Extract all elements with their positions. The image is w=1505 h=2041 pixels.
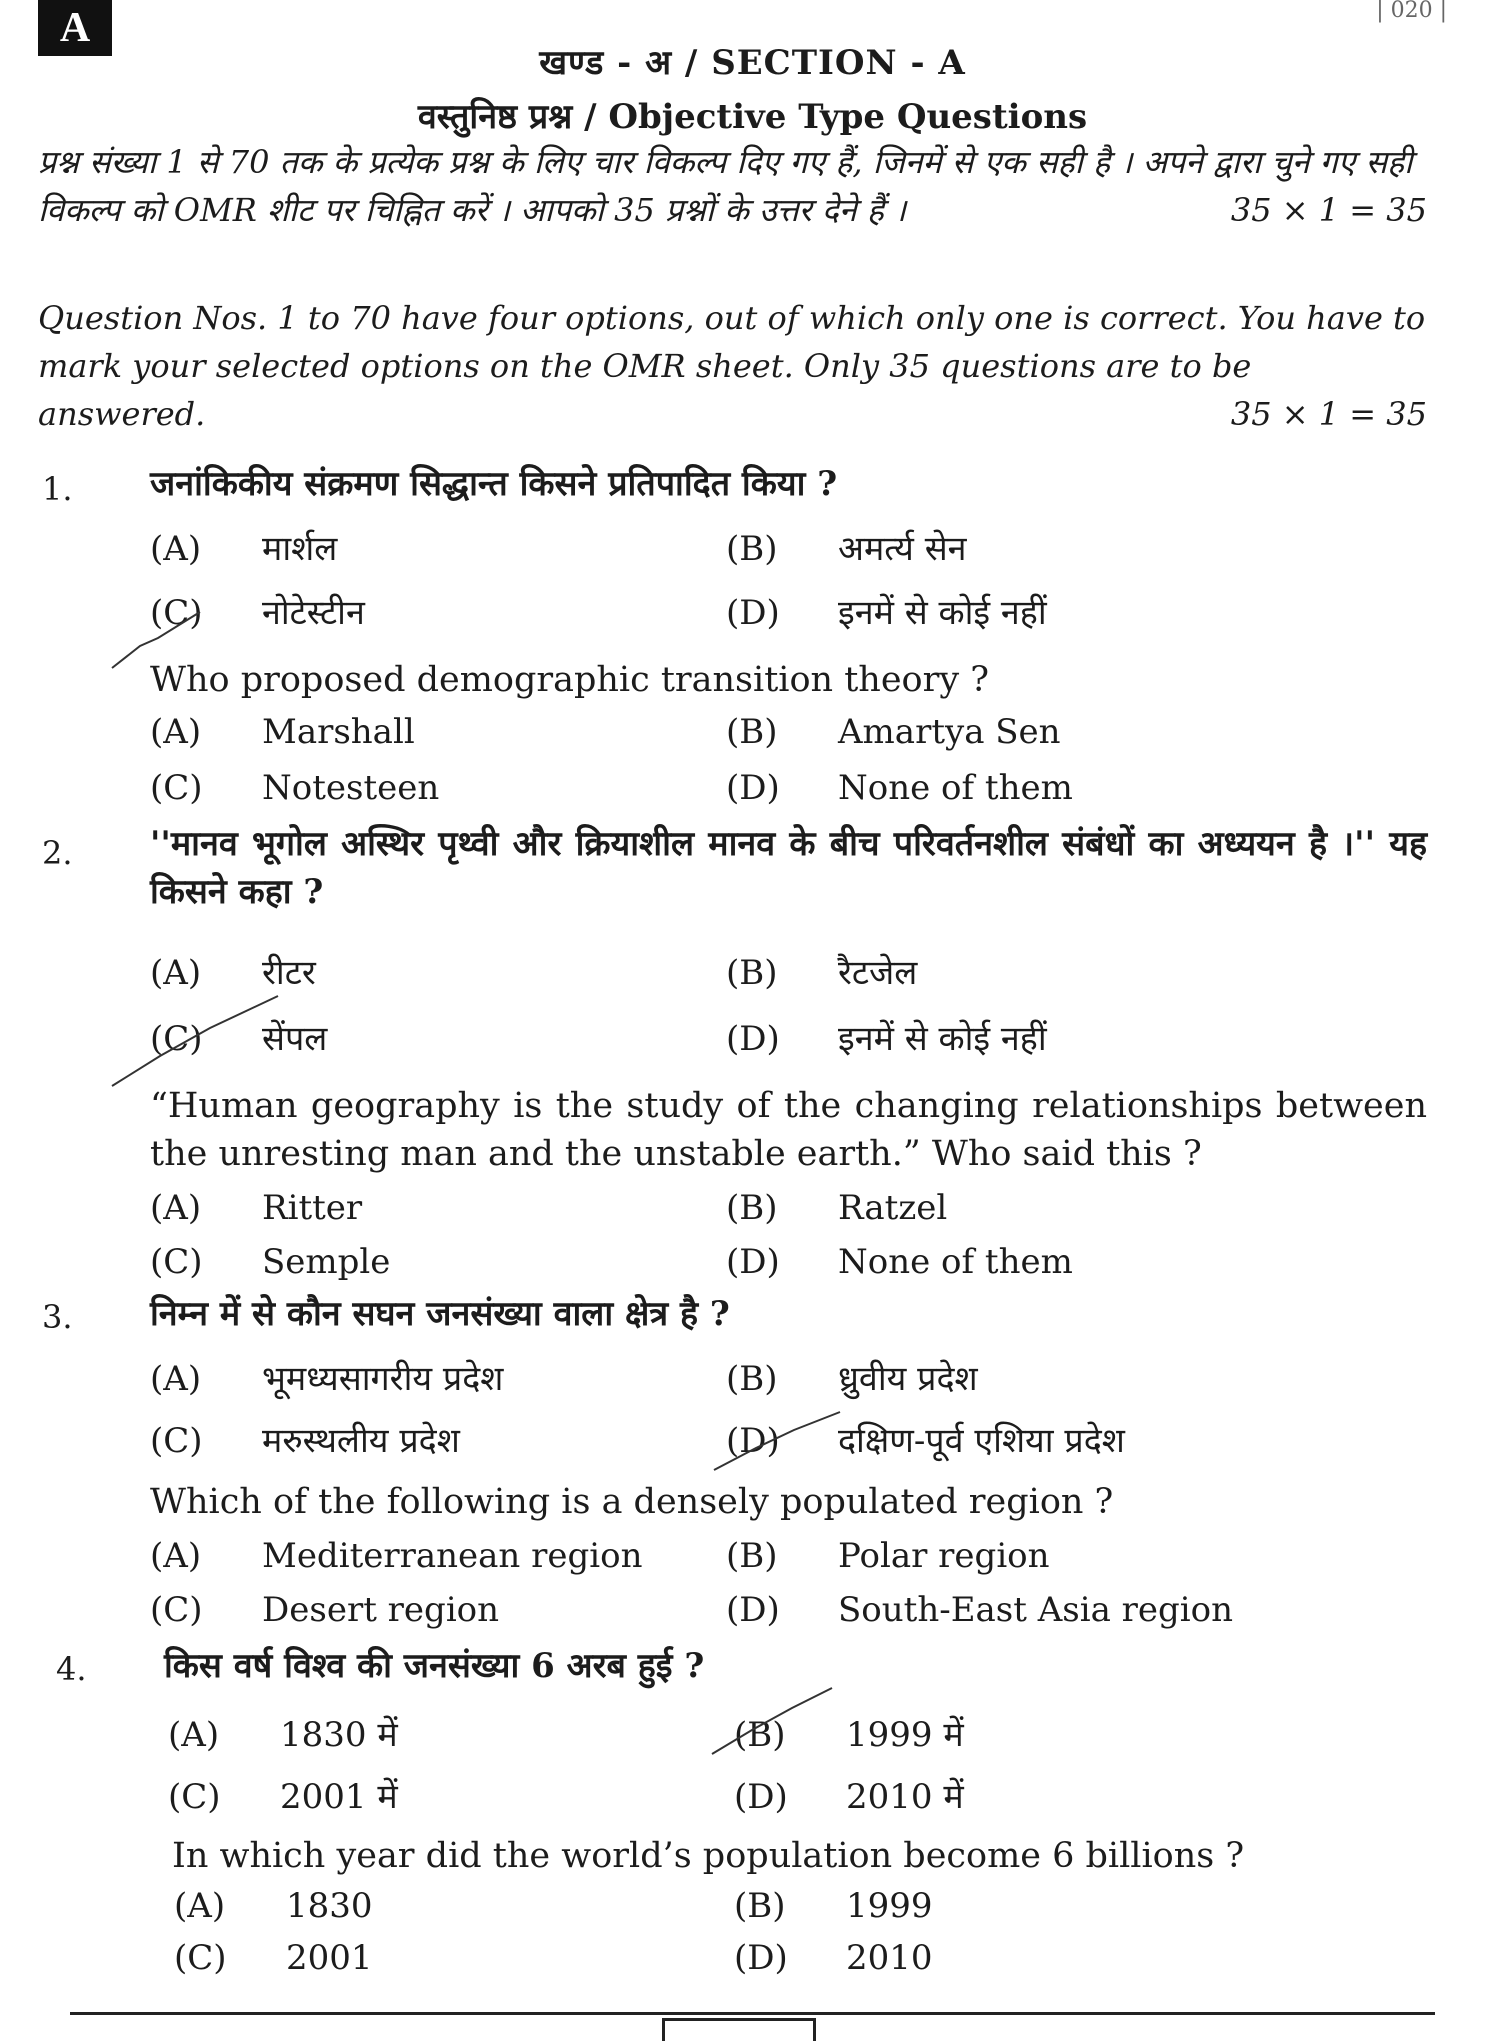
option-label: (C) [150,1590,203,1630]
option-label: (D) [734,1777,788,1817]
option-text: 1830 [286,1886,373,1926]
question-number: 2. [42,834,73,872]
option-text: अमर्त्य सेन [838,529,967,569]
option-text: रैटजेल [838,953,918,993]
option-text: 2010 [846,1938,933,1978]
option-label: (D) [726,1590,780,1630]
option-label: (A) [174,1886,226,1926]
option-label: (B) [734,1715,786,1755]
option-b-hindi[interactable] [726,1354,978,1400]
option-d-english[interactable] [726,1242,1073,1282]
option-b-english[interactable] [734,1886,933,1926]
option-label: (C) [168,1777,221,1817]
option-label: (A) [150,1359,202,1399]
option-text: Amartya Sen [838,712,1061,752]
option-label: (D) [726,1421,780,1461]
option-label: (B) [726,1536,778,1576]
question-text-hindi: किस वर्ष विश्व की जनसंख्या 6 अरब हुई ? [164,1646,705,1686]
option-c-english[interactable] [150,768,439,808]
option-text: रीटर [262,953,316,993]
option-label: (B) [726,1188,778,1228]
option-text: Marshall [262,712,415,752]
option-label: (C) [150,768,203,808]
section-title: खण्ड - अ / SECTION - A [539,43,966,83]
option-b-hindi[interactable] [734,1710,964,1756]
option-text: None of them [838,768,1073,808]
instructions-hindi-marks: 35 × 1 = 35 [1230,191,1427,229]
footer-rule [70,2012,1435,2015]
option-label: (A) [150,529,202,569]
option-label: (B) [726,1359,778,1399]
option-text: Semple [262,1242,391,1282]
set-badge: A [38,0,112,56]
instructions-hindi [38,138,1427,234]
option-label: (D) [726,1242,780,1282]
option-label: (B) [734,1886,786,1926]
option-a-english[interactable] [150,1536,643,1576]
option-label: (C) [174,1938,227,1978]
option-label: (A) [150,1188,202,1228]
question-text-english: “Human geography is the study of the changing relationships between the unresting man and the unstable earth.” Who said this ? [150,1086,1427,1174]
option-a-hindi[interactable] [150,1354,503,1400]
option-text: Ritter [262,1188,363,1228]
option-c-hindi[interactable] [168,1772,398,1818]
option-a-english[interactable] [150,1188,362,1228]
option-label: (C) [150,1019,203,1059]
option-label: (A) [150,712,202,752]
option-label: (B) [726,953,778,993]
instructions-english [38,294,1427,438]
question-number: 3. [42,1298,73,1336]
question-number: 1. [42,470,73,508]
option-c-english[interactable] [150,1242,390,1282]
option-label: (A) [150,1536,202,1576]
option-text: भूमध्यसागरीय प्रदेश [262,1359,504,1399]
option-d-hindi[interactable] [726,1416,1125,1462]
option-a-english[interactable] [150,712,415,752]
option-d-hindi[interactable] [726,588,1047,634]
option-b-hindi[interactable] [726,948,917,994]
option-label: (C) [150,1421,203,1461]
option-a-hindi[interactable] [150,948,316,994]
option-text: South-East Asia region [838,1590,1234,1630]
option-label: (D) [726,768,780,808]
option-a-hindi[interactable] [150,524,337,570]
option-text: Desert region [262,1590,500,1630]
question-text-hindi: निम्न में से कौन सघन जनसंख्या वाला क्षेत्र है ? [150,1294,730,1334]
option-label: (C) [150,593,203,633]
option-text: 1999 में [846,1715,964,1755]
option-a-english[interactable] [174,1886,373,1926]
option-c-hindi[interactable] [150,1014,327,1060]
option-text: 1999 [846,1886,933,1926]
option-c-english[interactable] [174,1938,373,1978]
option-text: Ratzel [838,1188,948,1228]
option-text: मार्शल [262,529,338,569]
option-c-english[interactable] [150,1590,499,1630]
option-text: Notesteen [262,768,440,808]
question-number: 4. [56,1650,87,1688]
option-b-english[interactable] [726,1536,1050,1576]
question-text-english: In which year did the world’s population become 6 billions ? [172,1836,1245,1876]
instructions-english-marks: 35 × 1 = 35 [1230,395,1427,433]
option-text: 2010 में [846,1777,964,1817]
page-corner-code: | 020 | [1376,0,1447,23]
option-text: इनमें से कोई नहीं [838,593,1047,633]
option-d-hindi[interactable] [726,1014,1047,1060]
option-label: (D) [726,1019,780,1059]
option-c-hindi[interactable] [150,588,365,634]
question-text-hindi: जनांकिकीय संक्रमण सिद्धान्त किसने प्रतिपादित किया ? [150,464,838,504]
option-label: (B) [726,712,778,752]
option-text: सेंपल [262,1019,328,1059]
option-text: नोटेस्टीन [262,593,365,633]
question-text-hindi: ''मानव भूगोल अस्थिर पृथ्वी और क्रियाशील मानव के बीच परिवर्तनशील संबंधों का अध्ययन है ।'' यह किसने कहा ? [150,824,1427,912]
instructions-english-text: Question Nos. 1 to 70 have four options, out of which only one is correct. You have to mark your selected options on the OMR sheet. Only 35 questions are to be answered. [38,299,1426,433]
option-text: दक्षिण-पूर्व एशिया प्रदेश [838,1421,1125,1461]
question-text-english: Who proposed demographic transition theory ? [150,660,989,700]
question-text-english: Which of the following is a densely populated region ? [150,1482,1114,1522]
option-d-english[interactable] [726,1590,1233,1630]
option-text: None of them [838,1242,1073,1282]
option-text: 2001 [286,1938,373,1978]
option-b-hindi[interactable] [726,524,967,570]
option-d-english[interactable] [726,768,1073,808]
option-b-english[interactable] [726,1188,947,1228]
option-d-hindi[interactable] [734,1772,964,1818]
option-c-hindi[interactable] [150,1416,460,1462]
option-text: 1830 में [280,1715,398,1755]
option-a-hindi[interactable] [168,1710,398,1756]
option-text: ध्रुवीय प्रदेश [838,1359,978,1399]
footer-box [662,2018,816,2041]
option-label: (C) [150,1242,203,1282]
option-label: (B) [726,529,778,569]
option-label: (A) [150,953,202,993]
option-text: इनमें से कोई नहीं [838,1019,1047,1059]
option-text: 2001 में [280,1777,398,1817]
option-label: (D) [726,593,780,633]
option-label: (A) [168,1715,220,1755]
option-label: (D) [734,1938,788,1978]
option-text: मरुस्थलीय प्रदेश [262,1421,460,1461]
option-b-english[interactable] [726,712,1061,752]
option-text: Mediterranean region [262,1536,643,1576]
instructions-hindi-text: प्रश्न संख्या 1 से 70 तक के प्रत्येक प्रश्न के लिए चार विकल्प दिए गए हैं, जिनमें से एक सही है । अपने द्वारा चुने गए सही विकल्प को OMR शीट पर चिह्नित करें । आपको 35 प्रश्नों के उत्तर देने हैं । [38,143,1413,229]
option-d-english[interactable] [734,1938,933,1978]
option-text: Polar region [838,1536,1050,1576]
section-subtitle: वस्तुनिष्ठ प्रश्न / Objective Type Questions [417,97,1088,137]
